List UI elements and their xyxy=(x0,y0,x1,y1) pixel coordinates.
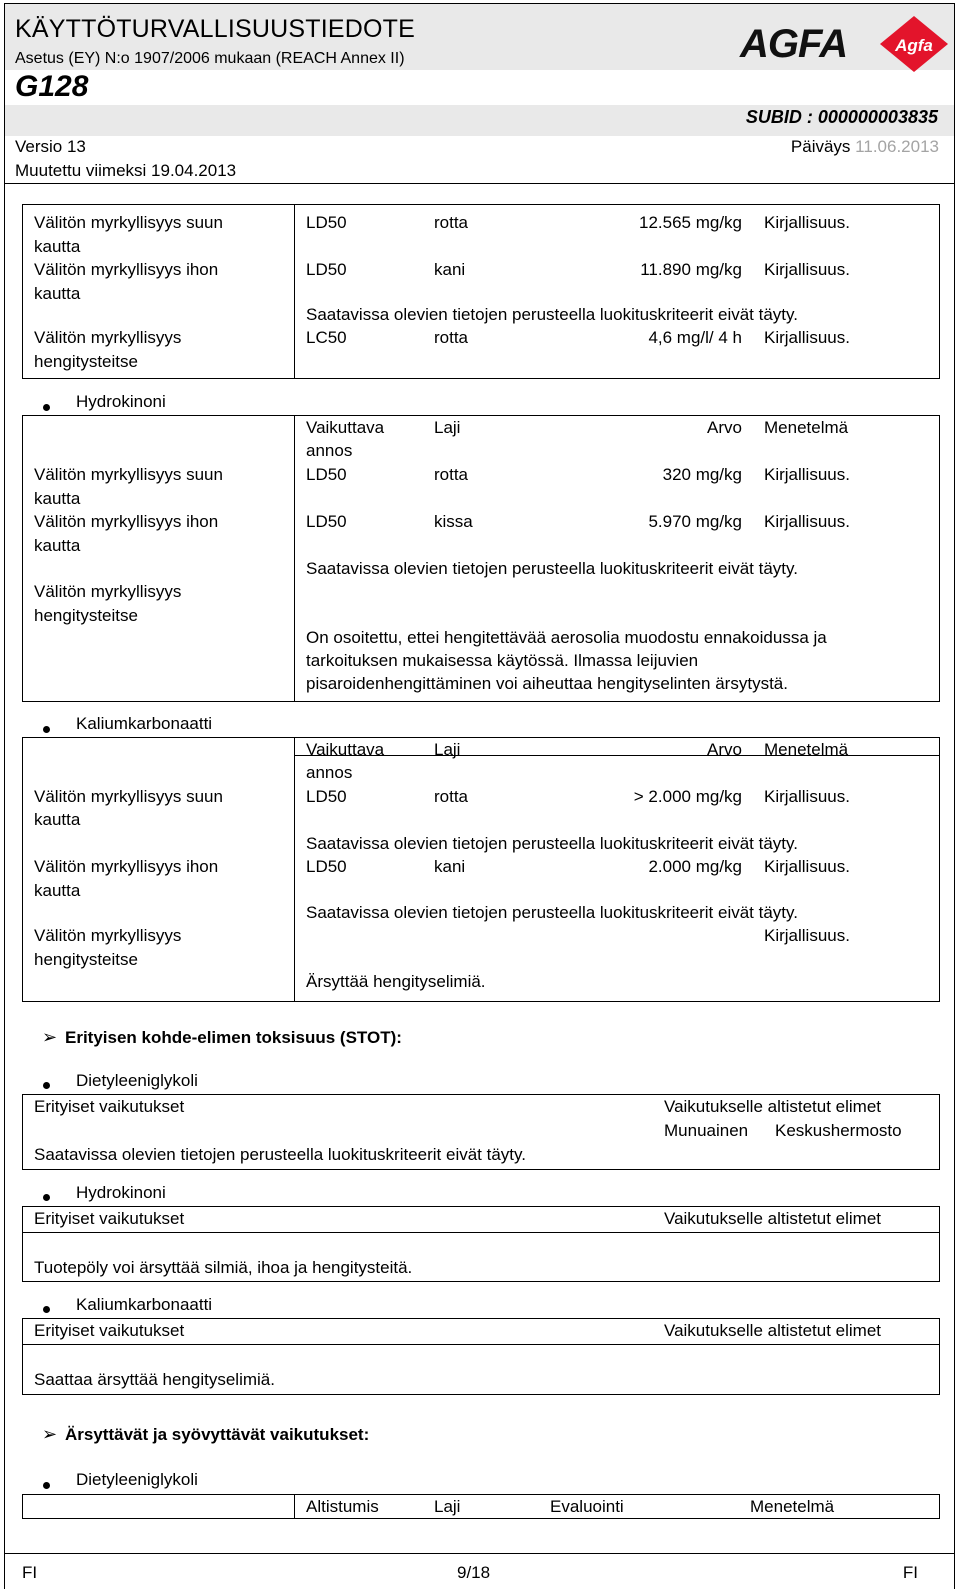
modified-date: Muutettu viimeksi 19.04.2013 xyxy=(15,161,237,180)
substance-name: Hydrokinoni xyxy=(76,392,166,411)
inhalation-note-line: pisaroidenhengittäminen voi aiheuttaa hengityselinten ärsytystä. xyxy=(306,674,788,693)
col-header-effects: Erityiset vaikutukset xyxy=(34,1321,185,1340)
substance-name: Dietyleeniglykoli xyxy=(76,1470,198,1489)
stot-table-3-header-rule xyxy=(22,1344,940,1345)
col-header-dose-2: annos xyxy=(306,763,353,782)
species-cell: rotta xyxy=(434,787,469,806)
label-inhalation-2: hengitysteitse xyxy=(34,352,138,371)
col-header-evaluation: Evaluointi xyxy=(550,1497,624,1516)
irritant-table-divider xyxy=(294,1494,295,1519)
label-inhalation-2: hengitysteitse xyxy=(34,950,138,969)
col-header-method: Menetelmä xyxy=(750,1497,835,1516)
date-line xyxy=(791,137,939,157)
substance-name: Kaliumkarbonaatti xyxy=(76,1295,213,1314)
bullet-icon xyxy=(43,726,50,733)
label-oral: Välitön myrkyllisyys suun xyxy=(34,465,223,484)
species-cell: rotta xyxy=(434,328,469,347)
label-dermal: Välitön myrkyllisyys ihon xyxy=(34,857,219,876)
label-inhalation-2: hengitysteitse xyxy=(34,606,138,625)
bullet-icon xyxy=(43,1082,50,1089)
species-cell: rotta xyxy=(434,213,469,232)
dose-cell: LD50 xyxy=(306,465,347,484)
method-cell: Kirjallisuus. xyxy=(764,260,850,279)
col-header-species: Laji xyxy=(434,740,461,759)
label-oral: Välitön myrkyllisyys suun xyxy=(34,213,223,232)
stot-table-2-header-rule xyxy=(22,1232,940,1233)
col-header-species: Laji xyxy=(434,418,461,437)
bullet-icon xyxy=(43,404,50,411)
col-header-value: Arvo xyxy=(707,740,742,759)
label-oral-2: kautta xyxy=(34,489,81,508)
irritant-heading: Ärsyttävät ja syövyttävät vaikutukset: xyxy=(65,1425,370,1444)
acute-tox-table-2-divider xyxy=(294,415,295,702)
method-cell: Kirjallisuus. xyxy=(764,328,850,347)
col-header-organs: Vaikutukselle altistetut elimet xyxy=(664,1097,882,1116)
col-header-method: Menetelmä xyxy=(764,418,849,437)
col-header-dose: Vaikuttava xyxy=(306,418,385,437)
method-cell: Kirjallisuus. xyxy=(764,787,850,806)
stot-note: Saatavissa olevien tietojen perusteella luokituskriteerit eivät täyty. xyxy=(34,1145,526,1164)
acute-tox-table-1-divider xyxy=(294,204,295,379)
substance-name: Kaliumkarbonaatti xyxy=(76,714,213,733)
document-title: KÄYTTÖTURVALLISUUSTIEDOTE xyxy=(15,15,415,43)
bullet-icon xyxy=(43,1306,50,1313)
col-header-exposure: Altistumis xyxy=(306,1497,379,1516)
label-inhalation: Välitön myrkyllisyys xyxy=(34,926,182,945)
col-header-value: Arvo xyxy=(707,418,742,437)
species-cell: kissa xyxy=(434,512,473,531)
substance-name: Dietyleeniglykoli xyxy=(76,1071,198,1090)
agfa-logo-text: AGFA xyxy=(740,22,848,66)
dose-cell: LD50 xyxy=(306,787,347,806)
header-divider xyxy=(5,183,954,184)
criteria-note: Saatavissa olevien tietojen perusteella luokituskriteerit eivät täyty. xyxy=(306,559,798,578)
label-oral: Välitön myrkyllisyys suun xyxy=(34,787,223,806)
irritation-note: Ärsyttää hengityselimiä. xyxy=(306,972,486,991)
value-cell: 12.565 mg/kg xyxy=(638,213,742,232)
page-number: 9/18 xyxy=(457,1563,491,1582)
dose-cell: LD50 xyxy=(306,213,347,232)
substance-name: Hydrokinoni xyxy=(76,1183,166,1202)
criteria-note: Saatavissa olevien tietojen perusteella luokituskriteerit eivät täyty. xyxy=(306,834,798,853)
inhalation-note-line: tarkoituksen mukaisessa käytössä. Ilmassa leijuvien xyxy=(306,651,699,670)
label-dermal-2: kautta xyxy=(34,536,81,555)
species-cell: kani xyxy=(434,260,466,279)
footer-language-left: FI xyxy=(22,1563,38,1582)
agfa-logo-badge-icon xyxy=(878,14,950,74)
col-header-dose-2: annos xyxy=(306,441,353,460)
regulation-subtitle: Asetus (EY) N:o 1907/2006 mukaan (REACH Annex II) xyxy=(15,50,405,67)
date-label: Päiväys xyxy=(790,137,851,156)
method-cell: Kirjallisuus. xyxy=(764,213,850,232)
stot-note: Tuotepöly voi ärsyttää silmiä, ihoa ja hengitysteitä. xyxy=(34,1258,413,1277)
label-dermal-2: kautta xyxy=(34,284,81,303)
label-inhalation: Välitön myrkyllisyys xyxy=(34,328,182,347)
label-dermal: Välitön myrkyllisyys ihon xyxy=(34,512,219,531)
stot-heading: Erityisen kohde-elimen toksisuus (STOT): xyxy=(65,1028,402,1047)
method-cell: Kirjallisuus. xyxy=(764,512,850,531)
col-header-species: Laji xyxy=(434,1497,461,1516)
bullet-icon xyxy=(43,1482,50,1489)
species-cell: rotta xyxy=(434,465,469,484)
label-oral-2: kautta xyxy=(34,810,81,829)
col-header-effects: Erityiset vaikutukset xyxy=(34,1209,185,1228)
method-cell: Kirjallisuus. xyxy=(764,857,850,876)
col-header-method: Menetelmä xyxy=(764,740,849,759)
value-cell: > 2.000 mg/kg xyxy=(633,787,742,806)
label-inhalation: Välitön myrkyllisyys xyxy=(34,582,182,601)
dose-cell: LD50 xyxy=(306,260,347,279)
label-dermal: Välitön myrkyllisyys ihon xyxy=(34,260,219,279)
stot-note: Saattaa ärsyttää hengityselimiä. xyxy=(34,1370,275,1389)
criteria-note: Saatavissa olevien tietojen perusteella luokituskriteerit eivät täyty. xyxy=(306,305,798,324)
dose-cell: LC50 xyxy=(306,328,347,347)
dose-cell: LD50 xyxy=(306,857,347,876)
section-arrow-icon: ➢ xyxy=(42,1424,58,1444)
col-header-organs: Vaikutukselle altistetut elimet xyxy=(664,1209,882,1228)
col-header-dose: Vaikuttava xyxy=(306,740,385,759)
species-cell: kani xyxy=(434,857,466,876)
agfa-logo-badge-text: Agfa xyxy=(895,36,933,55)
inhalation-note-line: On osoitettu, ettei hengitettävää aerosolia muodostu ennakoidussa ja xyxy=(306,628,827,647)
value-cell: 4,6 mg/l/ 4 h xyxy=(648,328,742,347)
date-value: 11.06.2013 xyxy=(855,137,939,156)
version: Versio 13 xyxy=(15,137,86,156)
value-cell: 2.000 mg/kg xyxy=(648,857,742,876)
criteria-note: Saatavissa olevien tietojen perusteella luokituskriteerit eivät täyty. xyxy=(306,903,798,922)
method-cell: Kirjallisuus. xyxy=(764,926,850,945)
label-oral-2: kautta xyxy=(34,237,81,256)
dose-cell: LD50 xyxy=(306,512,347,531)
value-cell: 11.890 mg/kg xyxy=(640,260,742,279)
organ-cell: Munuainen xyxy=(664,1121,749,1140)
method-cell: Kirjallisuus. xyxy=(764,465,850,484)
col-header-organs: Vaikutukselle altistetut elimet xyxy=(664,1321,882,1340)
col-header-effects: Erityiset vaikutukset xyxy=(34,1097,185,1116)
footer-language-right: FI xyxy=(902,1563,918,1582)
value-cell: 5.970 mg/kg xyxy=(648,512,742,531)
organ-cell: Keskushermosto xyxy=(775,1121,902,1140)
subid: SUBID : 000000003835 xyxy=(745,107,938,127)
label-dermal-2: kautta xyxy=(34,881,81,900)
bullet-icon xyxy=(43,1194,50,1201)
section-arrow-icon: ➢ xyxy=(42,1027,58,1047)
document-code: G128 xyxy=(15,70,89,103)
acute-tox-table-3-divider xyxy=(294,737,295,1002)
value-cell: 320 mg/kg xyxy=(662,465,742,484)
